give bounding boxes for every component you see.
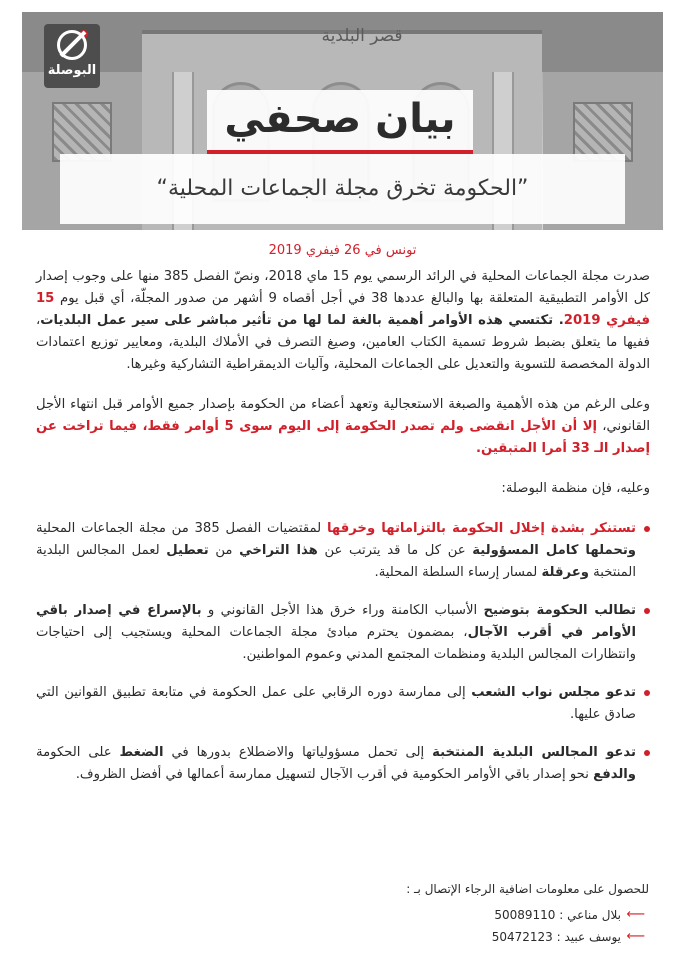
bullet-text: نحو إصدار باقي الأوامر الحكومية في أقرب الآجال لتسهيل ممارسة أعمالها في أفضل الظروف. bbox=[75, 767, 594, 782]
paragraph-text: ، ففيها ما يتعلق بضبط شروط تسمية الكتاب العامين، وصيغ التصرف في الأملاك البلدية، ومعايير توزيع اعتمادات الدولة المخصصة للتسوية والتعديل على الجماعات المحلية، وآليات الديمقراطية التشاركية وغيرها. bbox=[36, 313, 650, 372]
arrow-left-icon: ⟵ bbox=[626, 929, 645, 944]
compass-icon bbox=[57, 30, 87, 60]
contact-row bbox=[329, 926, 649, 948]
paragraph-text: وعلى الرغم من هذه الأهمية والصبغة الاستعجالية وتعهد أعضاء من الحكومة بإصدار جميع الأوامر قبل انتهاء الأجل القانوني، bbox=[36, 397, 651, 434]
bullet-text: لمقتضيات الفصل 385 من مجلة الجماعات المحلية bbox=[36, 521, 327, 536]
bullet-bold: تدعو المجالس البلدية المنتخبة bbox=[432, 745, 636, 760]
bullet-text: الأسباب الكامنة وراء خرق هذا الأجل القانوني و bbox=[201, 603, 484, 618]
contact-phone[interactable]: 50472123 bbox=[491, 930, 553, 944]
lattice-window-right bbox=[573, 102, 633, 162]
contact-heading: للحصول على معلومات اضافية الرجاء الإتصال بـ : bbox=[406, 882, 649, 896]
bullet-bold: وتحملها كامل المسؤولية bbox=[472, 543, 636, 558]
facade-sign: قصر البلدية bbox=[321, 26, 403, 46]
list-item bbox=[36, 682, 650, 726]
deadline-date: 15 فيفري 2019 bbox=[36, 291, 650, 328]
bullet-icon bbox=[644, 608, 650, 614]
contact-info bbox=[329, 880, 649, 948]
paragraph-bold: . تكتسي هذه الأوامر أهمية بالغة لما لها من تأثير مباشر على سير عمل البلديات bbox=[40, 313, 564, 328]
contact-name: يوسف عبيد : bbox=[552, 930, 621, 944]
bullet-text: على الحكومة bbox=[36, 745, 120, 760]
bullet-bold: بالإسراع في إصدار باقي الأوامر في أقرب الآجال bbox=[36, 603, 636, 640]
bullet-text: لمسار إرساء السلطة المحلية. bbox=[374, 565, 542, 580]
press-release-body bbox=[36, 266, 650, 802]
bullet-bold: والدفع bbox=[593, 767, 636, 782]
lattice-window-left bbox=[52, 102, 112, 162]
list-item bbox=[36, 742, 650, 786]
title-box bbox=[207, 90, 473, 150]
bullet-text: عن كل ما قد يترتب عن bbox=[317, 543, 473, 558]
contact-row bbox=[329, 904, 649, 926]
arrow-left-icon: ⟵ bbox=[626, 907, 645, 922]
page-title: بيان صحفي bbox=[224, 96, 456, 142]
bullet-bold: الضغط bbox=[119, 745, 164, 760]
paragraph-intro bbox=[36, 266, 650, 376]
bullet-text: من bbox=[208, 543, 240, 558]
date-line: تونس في 26 فيفري 2019 bbox=[268, 243, 417, 258]
logo-text: البوصلة bbox=[47, 63, 97, 78]
bullet-bold: وعرقلة bbox=[541, 565, 589, 580]
paragraph-highlight: إلا أن الأجل انقضى ولم تصدر الحكومة إلى اليوم سوى 5 أوامر فقط، فيما تراخت عن إصدار الـ 33 أمرا المتبقين. bbox=[36, 419, 650, 456]
paragraph-text: صدرت مجلة الجماعات المحلية في الرائد الرسمي يوم 15 ماي 2018، ونصّ الفصل 385 منها على وجوب إصدار كل الأوامر التطبيقية المتعلقة بها والبالغ عددها 38 في أجل أقصاه 9 أشهر من صدور المجلّة، أي قبل يوم bbox=[36, 269, 651, 306]
bullet-bold: تطالب الحكومة بتوضيح bbox=[483, 603, 636, 618]
bullet-bold: هذا التراخي bbox=[239, 543, 318, 558]
bullet-icon bbox=[644, 750, 650, 756]
bullet-icon bbox=[644, 526, 650, 532]
bullet-text: إلى تحمل مسؤولياتها والاضطلاع بدورها في bbox=[163, 745, 433, 760]
list-item bbox=[36, 518, 650, 584]
subtitle-box bbox=[60, 154, 625, 224]
bullet-icon bbox=[644, 690, 650, 696]
bullet-text: لعمل المجالس البلدية المنتخبة bbox=[36, 543, 636, 580]
albawsala-logo[interactable] bbox=[44, 24, 100, 88]
bullet-bold: تعطيل bbox=[166, 543, 209, 558]
bullet-text: ، بمضمون يحترم مبادئ مجلة الجماعات المحلية ويستجيب إلى احتياجات وانتظارات المجالس البلدية ومنظمات المجتمع المدني وعموم المواطنين. bbox=[36, 625, 636, 662]
contact-name: بلال مناعي : bbox=[555, 908, 621, 922]
bullet-text: إلى ممارسة دوره الرقابي على عمل الحكومة في متابعة تطبيق القوانين التي صادق عليها. bbox=[36, 685, 636, 722]
paragraph-context bbox=[36, 394, 650, 460]
page-subtitle: ”الحكومة تخرق مجلة الجماعات المحلية“ bbox=[156, 176, 529, 201]
contact-phone[interactable]: 50089110 bbox=[494, 908, 556, 922]
bullet-bold: تدعو مجلس نواب الشعب bbox=[471, 685, 636, 700]
list-item bbox=[36, 600, 650, 666]
demands-lead-in: وعليه، فإن منظمة البوصلة: bbox=[501, 481, 650, 496]
bullet-highlight: تستنكر بشدة إخلال الحكومة بالتزاماتها وخرقها bbox=[326, 521, 636, 536]
